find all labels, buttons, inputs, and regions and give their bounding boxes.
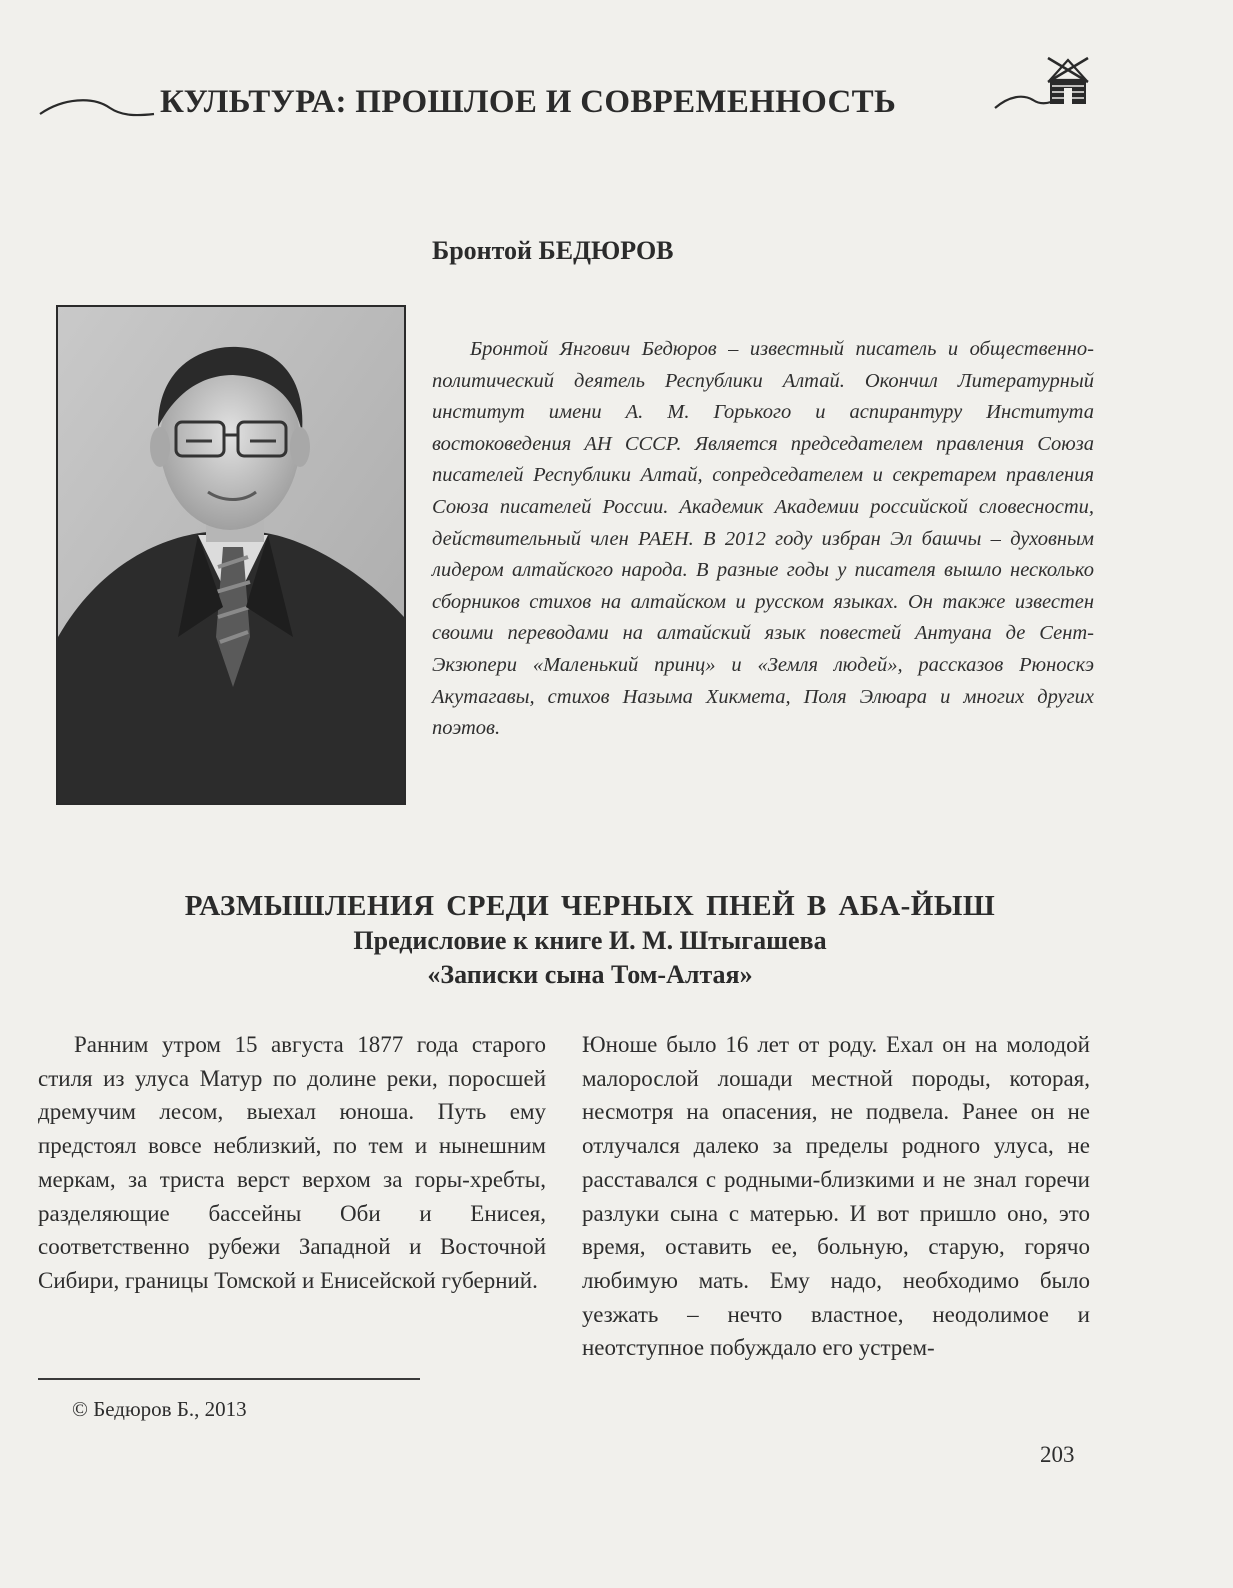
author-portrait <box>56 305 406 805</box>
paragraph: Юноше было 16 лет от роду. Ехал он на молодой малорослой лошади местной породы, которая, несмотря на опасения, не подвела. Ранее он не отлучался далеко за пределы родного улуса, не расставался с родными-близкими и не знал горечи разлуки сына с матерью. И вот пришло оно, это время, оставить ее, больную, старую, горячо любимую мать. Ему надо, необходимо было уезжать – нечто властное, неодолимое и неотступное побуждало его устрем- <box>582 1032 1090 1361</box>
author-name: Бронтой БЕДЮРОВ <box>432 236 674 265</box>
paragraph: Ранним утром 15 августа 1877 года старого стиля из улуса Матур по долине реки, поросшей дремучим лесом, выехал юноша. Путь ему предстоял вовсе неблизкий, по тем и нынешним меркам, за триста верст верхом за горы-хребты, разделяющие бассейны Оби и Енисея, соответственно рубежи Западной и Восточной Сибири, границы Томской и Енисейской губерний. <box>38 1032 546 1293</box>
page-number: 203 <box>1040 1442 1075 1467</box>
article-subtitle: Предисловие к книге И. М. Штыгашева <box>353 926 827 955</box>
author-bio <box>432 334 1094 745</box>
swoosh-decoration-left <box>38 94 156 120</box>
article-title: РАЗМЫШЛЕНИЯ СРЕДИ ЧЕРНЫХ ПНЕЙ В АБА-ЙЫШ <box>184 890 996 922</box>
body-column-right <box>582 1028 1090 1365</box>
footnote-divider <box>38 1378 420 1380</box>
author-bio-text: Бронтой Янгович Бедюров – известный писатель и общественно-политический деятель Республики Алтай. Окончил Литературный институт имени А. М. Горького и аспирантуру Института востоковедения АН СССР. Является председателем правления Союза писателей Республики Алтай, сопредседателем и секретарем правления Союза писателей России. Академик Академии российской словесности, действительный член РАЕН. В 2012 году избран Эл башчы – духовным лидером алтайского народа. В разные годы у писателя вышло несколько сборников стихов на алтайском и русском языках. Он также известен своими переводами на алтайский язык повестей Антуана де Сент-Экзюпери «Маленький принц» и «Земля людей», рассказов Рюноскэ Акутагавы, стихов Назыма Хикмета, Поля Элюара и многих других поэтов. <box>432 338 1094 740</box>
swoosh-decoration-right <box>993 86 1051 114</box>
book-title: «Записки сына Том-Алтая» <box>427 960 753 989</box>
article-heading <box>60 888 1120 992</box>
body-column-left <box>38 1028 546 1298</box>
house-icon <box>1044 52 1092 108</box>
copyright-footnote: © Бедюров Б., 2013 <box>72 1397 247 1421</box>
section-title: КУЛЬТУРА: ПРОШЛОЕ И СОВРЕМЕННОСТЬ <box>160 84 897 120</box>
